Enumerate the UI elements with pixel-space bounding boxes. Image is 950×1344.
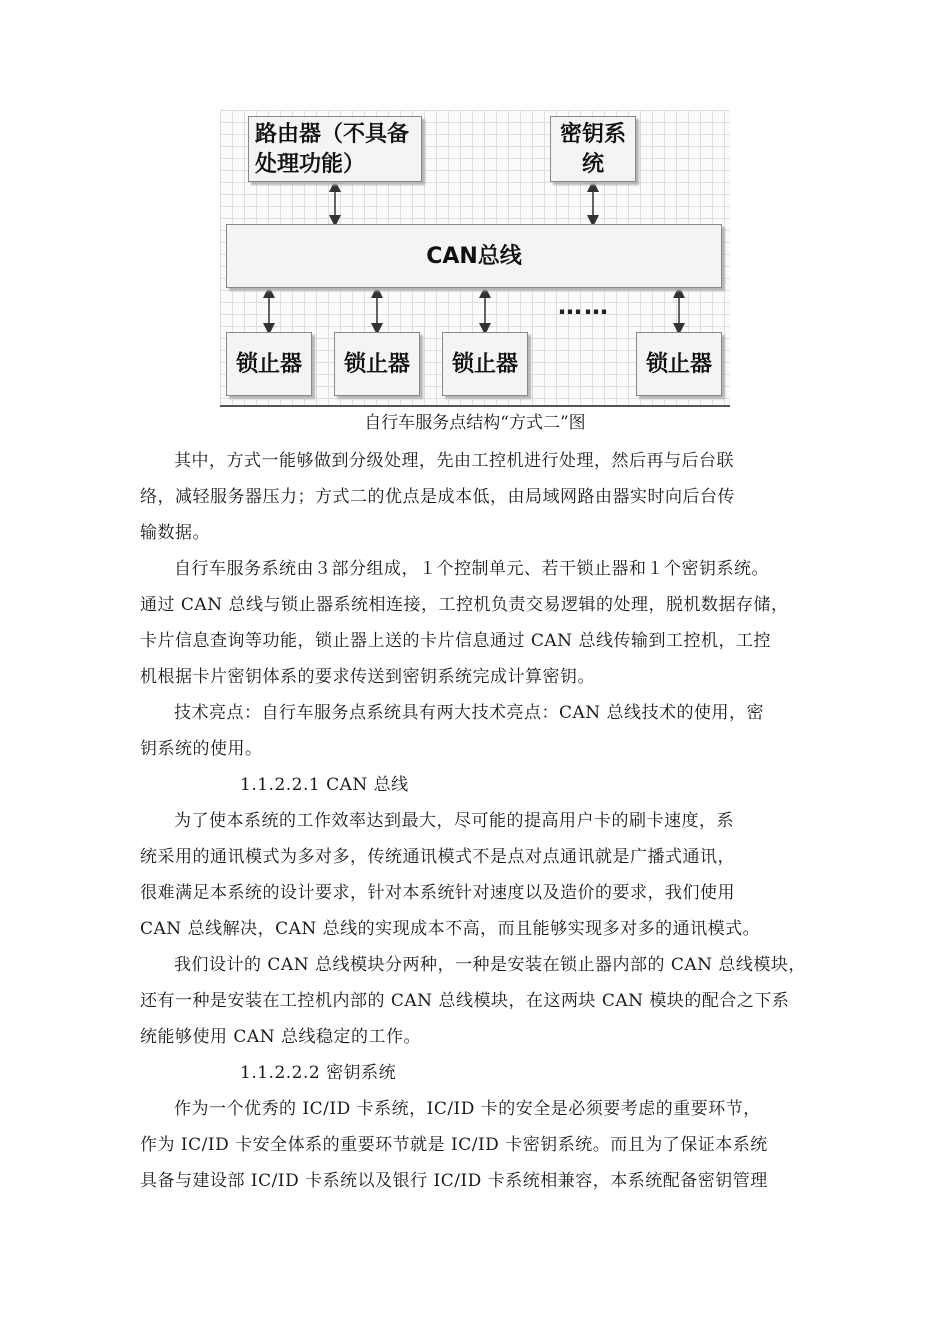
figure-caption: 自行车服务点结构“方式二”图 <box>364 413 586 433</box>
more-locks-ellipsis: …… <box>558 292 610 320</box>
text-line: 为了使本系统的工作效率达到最大，尽可能的提高用户卡的刷卡速度，系 <box>174 811 734 831</box>
body-paragraph <box>140 695 820 767</box>
document-body <box>140 443 820 1199</box>
text-line: 机根据卡片密钥体系的要求传送到密钥系统完成计算密钥。 <box>140 667 595 687</box>
lock-box: 锁止器 <box>442 332 528 396</box>
body-paragraph <box>140 551 820 695</box>
text-line: 输数据。 <box>140 523 210 543</box>
can-bus-box: CAN总线 <box>226 224 722 288</box>
text-line: 还有一种是安装在工控机内部的 CAN 总线模块，在这两块 CAN 模块的配合之下系 <box>140 991 790 1011</box>
lock-box: 锁止器 <box>334 332 420 396</box>
text-line: 统采用的通讯模式为多对多，传统通讯模式不是点对点通讯就是广播式通讯， <box>140 847 735 867</box>
section-heading <box>140 1055 820 1091</box>
text-line: 络，减轻服务器压力；方式二的优点是成本低，由局域网路由器实时向后台传 <box>140 487 735 507</box>
text-line: 统能够使用 CAN 总线稳定的工作。 <box>140 1027 421 1047</box>
body-paragraph <box>140 803 820 947</box>
system-structure-diagram <box>220 110 730 407</box>
text-line: 作为 IC/ID 卡安全体系的重要环节就是 IC/ID 卡密钥系统。而且为了保证本系统 <box>140 1135 768 1155</box>
text-line: 1.1.2.2.2 密钥系统 <box>240 1063 397 1083</box>
key-system-box: 密钥系统 <box>550 116 636 182</box>
text-line: 很难满足本系统的设计要求，针对本系统针对速度以及造价的要求，我们使用 <box>140 883 735 903</box>
text-line: 其中，方式一能够做到分级处理，先由工控机进行处理，然后再与后台联 <box>174 451 734 471</box>
text-line: 具备与建设部 IC/ID 卡系统以及银行 IC/ID 卡系统相兼容，本系统配备密钥管理 <box>140 1171 768 1191</box>
text-line: CAN 总线解决，CAN 总线的实现成本不高，而且能够实现多对多的通讯模式。 <box>140 919 761 939</box>
body-paragraph <box>140 443 820 551</box>
text-line: 钥系统的使用。 <box>140 739 263 759</box>
section-heading <box>140 767 820 803</box>
body-paragraph <box>140 1091 820 1199</box>
text-line: 作为一个优秀的 IC/ID 卡系统，IC/ID 卡的安全是必须要考虑的重要环节， <box>174 1099 761 1119</box>
text-line: 自行车服务系统由３部分组成，１个控制单元、若干锁止器和１个密钥系统。 <box>174 559 769 579</box>
router-box: 路由器（不具备处理功能） <box>248 116 422 182</box>
lock-box: 锁止器 <box>226 332 312 396</box>
text-line: 1.1.2.2.1 CAN 总线 <box>240 775 409 795</box>
body-paragraph <box>140 947 820 1055</box>
lock-box: 锁止器 <box>636 332 722 396</box>
text-line: 技术亮点：自行车服务点系统具有两大技术亮点：CAN 总线技术的使用，密 <box>174 703 765 723</box>
text-line: 通过 CAN 总线与锁止器系统相连接，工控机负责交易逻辑的处理，脱机数据存储， <box>140 595 789 615</box>
text-line: 我们设计的 CAN 总线模块分两种，一种是安装在锁止器内部的 CAN 总线模块， <box>174 955 806 975</box>
text-line: 卡片信息查询等功能，锁止器上送的卡片信息通过 CAN 总线传输到工控机，工控 <box>140 631 771 651</box>
